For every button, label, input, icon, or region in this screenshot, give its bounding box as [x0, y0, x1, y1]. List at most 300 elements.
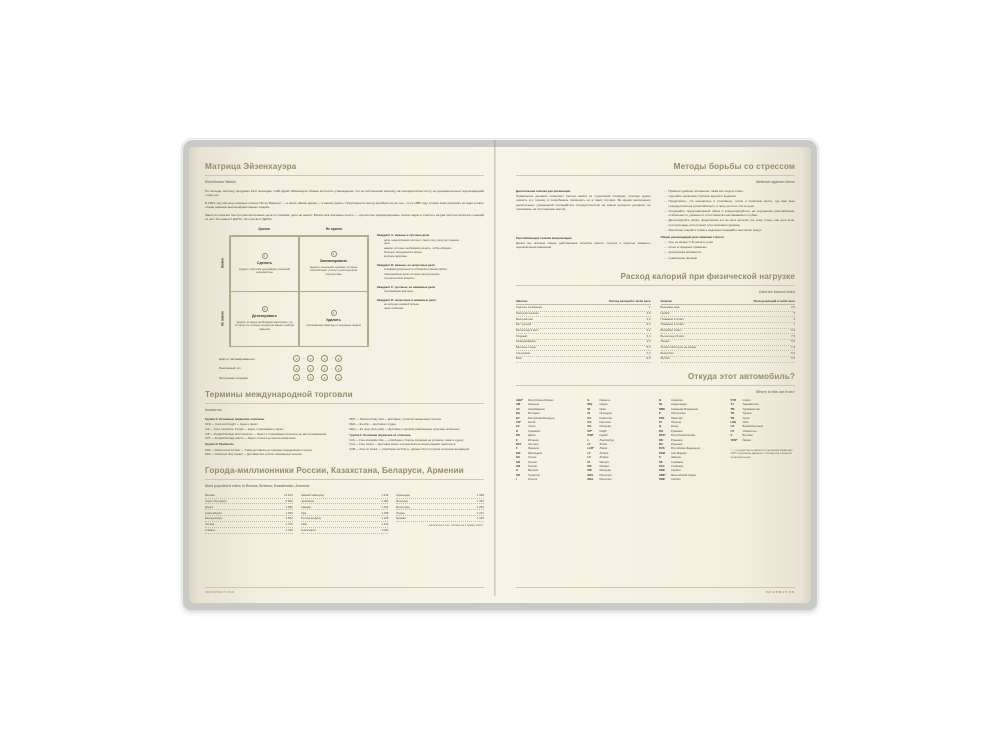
city-name: Красноярск [300, 528, 316, 533]
cell-number: 2 [331, 251, 337, 257]
list-item: — физическая активность [665, 250, 795, 254]
cell-caption: Удалить [326, 317, 341, 322]
country-name: Республика Абхазия [528, 398, 554, 402]
table-row [396, 516, 484, 522]
country-code: PL [659, 420, 663, 424]
quadrant-b-head: Квадрант B: важные, но несрочные дела [377, 263, 435, 268]
divider [516, 175, 795, 176]
plates-section [516, 371, 795, 483]
cell-number: 1 [262, 253, 268, 259]
table-row [588, 478, 653, 482]
table-row [516, 357, 651, 363]
plates-col-2 [588, 399, 653, 483]
term-line: CIP — Freight/Carriage and Insurance — Фрахт и страхование оплачены до места назначения [205, 431, 327, 436]
country-code: RO [659, 438, 664, 442]
country-code: MC [587, 464, 592, 468]
term-group-heading: Группа C. Основные перевозки оплачены [205, 417, 265, 422]
arrow-right-icon: → [315, 375, 320, 380]
activity-value: 5 [793, 311, 795, 315]
activity-name: Гребля [660, 311, 670, 315]
cycle-row [219, 365, 459, 372]
country-code: UZ [730, 429, 735, 433]
divider [205, 403, 484, 404]
country-name: Дания [528, 434, 536, 438]
quadrant-b [377, 263, 461, 281]
activity-name: Футбол [660, 357, 670, 361]
cycle-chip: 1 [293, 355, 300, 362]
activity-value: 6,2 [646, 323, 651, 327]
city-name: Москва [205, 493, 215, 498]
list-item: · аварии, которые необходимо решить, чтобы избежать больших затруднений в жизни [381, 247, 461, 255]
country-name: Пакистан [671, 416, 683, 420]
footer-divider [205, 587, 484, 588]
planner-spread [183, 140, 817, 610]
page-footer-left: INFORMATION [205, 589, 235, 594]
arrow-right-icon: → [301, 365, 306, 370]
list-item: · наши любимые [381, 307, 461, 311]
cycle-chip: 1 [293, 374, 300, 381]
activity-value: 3,9 [646, 317, 651, 321]
term-line: FOB — Free on board — «Свободно на борту», франко-борт (отгрузка оплачена продавцом) [349, 447, 470, 452]
term-line: DEQ — Ex quay (duty paid) — Доставка с причала (таможенные пошлины оплачены) [349, 426, 460, 431]
stress-col-right [661, 189, 796, 263]
matrix-cell-delegate [230, 291, 300, 347]
country-code: NL [659, 403, 663, 407]
city-name: Волгоград [396, 504, 410, 509]
country-code: TM [730, 407, 735, 411]
country-name: Португалия [671, 412, 686, 416]
country-code: YEM* [730, 438, 738, 442]
incoterms-title: Термины международной торговли [205, 390, 353, 400]
list-item: — Сохраняйте представляемый образ и концентрируйтесь на ощущениях расслабления, стабильности, уровень от и постоянство настаиваемого глубже. [665, 209, 795, 218]
country-name: Монако [599, 464, 609, 468]
table-row [731, 438, 796, 442]
cell-number: 4 [331, 310, 337, 316]
country-code: LV [587, 456, 591, 460]
cell-caption: Сделать [256, 260, 273, 265]
cycle-label: Реактивный тип [219, 366, 241, 371]
list-item: · основная деятельность и бизнеса и вашей работе [381, 268, 461, 272]
arrow-right-icon: → [301, 356, 306, 361]
list-item: · не несущие никакой пользы [381, 303, 461, 307]
country-name: Чехия [528, 425, 536, 429]
activity-value: 2,5 [791, 306, 795, 310]
country-name: Финляндия [528, 451, 543, 455]
activity-value: 1 [648, 306, 651, 310]
divider [205, 175, 484, 176]
city-population: 1 158 [381, 510, 389, 515]
activity-name: Верховая езда [660, 306, 680, 310]
matrix-cell-delete [299, 291, 369, 347]
country-code: EST [516, 442, 522, 446]
country-name: Румыния [671, 442, 683, 446]
country-code: RUS [659, 447, 665, 451]
country-name: Турция [742, 412, 752, 416]
cycle-chip: 4 [335, 355, 342, 362]
activity-name: Альпинизм [516, 351, 531, 355]
term-line: CPT — Freight/carriage paid to — Фрахт оплачен до места назначения [205, 436, 296, 441]
table-row [205, 528, 293, 534]
plates-col-3 [659, 399, 724, 483]
country-name: Узбекистан [742, 429, 757, 433]
city-population: 1 184 [381, 498, 389, 503]
incoterms-col-1 [205, 417, 340, 456]
activity-value: 6,4 [646, 334, 651, 338]
country-code: SYR [730, 398, 737, 402]
column-header-value: Расход калорий в час/кг веса [753, 298, 795, 303]
plates-title: Откуда этот автомобиль? [687, 371, 795, 381]
country-code: KZ [587, 416, 592, 420]
country-name: Испания [528, 438, 539, 442]
country-code: KP* [587, 429, 593, 433]
country-name: КНДР [599, 429, 607, 433]
country-code: BY [516, 416, 520, 420]
cell-number: 3 [262, 306, 268, 312]
city-population: 1 136 [381, 516, 389, 521]
country-code: UA [730, 425, 735, 429]
table-header-row [661, 299, 796, 305]
cell-caption: Запланировать [319, 258, 348, 263]
matrix-axis-top [229, 227, 369, 232]
country-name: Армения [528, 403, 540, 407]
left-page [189, 147, 500, 603]
country-code: PAK [659, 416, 665, 420]
column-header-value: Расход калорий в час/кг веса [609, 298, 651, 303]
stress-steps-list [661, 189, 796, 232]
country-code: TJ [730, 403, 734, 407]
country-code: L [587, 438, 590, 442]
stress-columns [516, 189, 795, 263]
eisenhower-paragraph-2: В 1954 году матрицу впервые описал Питер Баккерст — в книге «Ваше время — в ваших руках». Популярность метод приобрёл из-за того, что в 1989 году Стивен Кови расписал её идеи в книге «Семь навыков высокоэффективных людей». [205, 200, 484, 210]
activity-name: Бег трусцой [516, 323, 532, 327]
activity-name: Скоростной спуск на лыжах [660, 346, 696, 350]
visualization-paragraph: Далее мы опишем самые действенные способы снятия стресса и простые моменты переключения внимания. [516, 240, 651, 250]
country-name: Нидерланды [671, 403, 687, 407]
country-code: MD [587, 469, 592, 473]
cycle-label: Цикл от запланированного [219, 356, 255, 361]
quadrant-c-head: Квадрант C: срочные, но неважные дела [377, 284, 435, 289]
country-name: Китай [528, 420, 536, 424]
activity-value: 3,2 [646, 329, 651, 332]
divider [205, 479, 484, 480]
activity-value: 5,5 [791, 340, 795, 344]
table-row [661, 357, 796, 363]
country-code: RO [659, 429, 664, 433]
country-code: Q [659, 425, 662, 429]
cycle-chip: 3 [293, 365, 300, 372]
breathing-paragraph: Правильное дыхание позволяет быстро выйти из стрессовой ситуации, поэтому нужно освоить эту технику и попробовать применять её в таких случаях. Во время выполнения дыхательных упражнений постарайтесь сосредоточиться на самом процессе дыхания, не отвлекаясь на посторонние мысли. [516, 194, 651, 212]
activity-value: 3 [793, 317, 795, 321]
eisenhower-matrix [219, 225, 459, 349]
country-name: Эстония [528, 442, 539, 446]
cycle-chain [293, 374, 342, 381]
axis-important: Важно [220, 258, 225, 269]
activity-value: 4,5 [646, 340, 651, 344]
list-item: — правильное питание [665, 256, 795, 260]
country-code: E [516, 438, 518, 442]
list-item: — Примите удобное положение: лёжа или сидя в спине. [665, 189, 795, 193]
cycle-label: Экстренная ситуация [219, 375, 248, 380]
country-name: Туркменистан [742, 407, 760, 411]
activity-value: 7,0 [646, 351, 651, 355]
country-name: Великобритания [742, 425, 764, 429]
list-item: · отвлекающие факторы [381, 290, 461, 294]
incoterms-subtitle: Incoterms [205, 408, 222, 413]
city-name: Астана [205, 522, 215, 527]
axis-not-urgent: Не срочно [325, 227, 343, 232]
country-code: UAE [730, 420, 737, 424]
quadrant-a [377, 233, 461, 259]
activity-value: 2,8 [646, 311, 651, 315]
quadrant-d-list [377, 303, 461, 311]
list-item: — отказ от вредных привычек [665, 245, 795, 249]
country-code: TR [730, 412, 735, 416]
divider [516, 285, 795, 286]
country-code: AM [516, 403, 521, 407]
city-name: Омск [300, 522, 308, 527]
cycle-chip: 4 [321, 365, 328, 372]
visualization-heading: Расслабляющая техника визуализации [516, 235, 572, 240]
activity-name: Плавание 0,4 км/ч [660, 317, 684, 321]
country-code: F [516, 447, 518, 451]
activity-value: 5,5 [791, 329, 795, 332]
quadrant-a-list [377, 239, 461, 260]
activity-name: Быстрый шаг [516, 317, 533, 321]
city-population: 1 027 [477, 510, 485, 515]
country-code: KG [587, 420, 592, 424]
country-name: Израиль [599, 398, 611, 402]
country-name: Венгрия [528, 469, 539, 473]
activity-value: 7,5 [791, 334, 795, 338]
country-code: ABH* [516, 398, 523, 402]
quadrant-notes [377, 233, 461, 315]
table-row [659, 478, 724, 482]
divider [516, 385, 795, 386]
term-line: DDP — Delivered duty paid — Доставка с уплатой таможенных пошлин [349, 417, 442, 422]
city-population: 1 213 [381, 493, 389, 498]
cycle-chip: 2 [307, 355, 314, 362]
country-code: H [516, 469, 518, 473]
eisenhower-paragraph-1: По легенде, матрицу придумал 34-й президент США Дуайт Эйзенхауэр. Можно встретить утверждение, что он использовал матрицу на президентском посту, но документальных подтверждений этому нет. [205, 188, 484, 198]
term-group-heading: Группа F. Основная перевозка не оплачена [349, 432, 411, 437]
city-population: 1 316 [285, 528, 293, 533]
activity-name: Сидячее положение [516, 306, 542, 310]
eisenhower-subtitle: Eisenhower Matrix [205, 179, 236, 184]
country-name: Норвегия [671, 398, 683, 402]
table-row [301, 528, 389, 534]
plates-col-4 [731, 399, 796, 483]
city-name: Ростов-на-Дону [300, 516, 322, 521]
city-population: 1 376 [285, 522, 293, 527]
activity-name: Плавание 2,4 км/ч [660, 323, 684, 327]
term-line: DES — Ex-ship — Доставка с судна [349, 421, 396, 426]
city-population: 1 057 [477, 498, 485, 503]
arrow-right-icon: → [301, 375, 306, 380]
city-name: Екатеринбург [205, 516, 223, 521]
term-group-heading: Группа D. Прибытие [205, 442, 234, 447]
country-code: SLO [659, 464, 665, 468]
country-name: Ливия [599, 447, 608, 451]
calories-col-2 [661, 299, 796, 363]
country-code: TN [730, 416, 735, 420]
incoterms-section [205, 389, 484, 456]
country-code: CZ [516, 425, 520, 429]
calories-subtitle: Calories burned chart [758, 289, 795, 294]
list-item: — Сон не менее 7–8 часов в сутки [665, 240, 795, 244]
country-code: GE [516, 456, 520, 460]
arrow-right-icon: → [329, 375, 334, 380]
country-code: D [516, 429, 518, 433]
calories-section [516, 271, 795, 363]
country-name: Кувейт [599, 434, 609, 438]
table-row [516, 478, 581, 482]
city-name: Самара [300, 504, 311, 509]
country-name: Таджикистан [742, 403, 759, 407]
term-line: FCA — Free carrier — Доставка может осуществляться всеми видами транспорта [349, 442, 456, 447]
country-code: RKS* [659, 434, 666, 438]
country-name: Монголия [599, 473, 612, 477]
city-name: Минск [205, 504, 214, 509]
country-code: SRB [659, 478, 665, 482]
country-name: Индия [599, 403, 608, 407]
country-name: Греция [528, 464, 537, 468]
cell-description: задачи, которые необходимо выполнить, но которые не требуют конкретно вашего набора навыков [235, 320, 294, 332]
activity-value: 9,8 [646, 357, 651, 361]
quadrant-a-head: Квадрант A: важные и срочные дела [377, 233, 430, 238]
country-name: Мальта [599, 460, 609, 464]
country-code: LAR* [587, 447, 595, 451]
country-code: P [659, 412, 661, 416]
country-name: Казахстан [599, 416, 613, 420]
plates-footnote: * — государство не является участником Конвенции ООН о дорожном движении, поэтому код считается неофициальным. [730, 448, 793, 459]
activity-name: Волейбол 9 км/ч [660, 329, 682, 332]
country-name: Латвия [599, 456, 609, 460]
country-name: Йемен [742, 438, 751, 442]
country-name: Киргизия [599, 420, 611, 424]
country-name: Республика Беларусь [528, 416, 556, 420]
city-population: 13 104 [284, 493, 293, 498]
cycle-row [219, 355, 459, 362]
footer-divider [516, 587, 795, 588]
country-code: MGL [587, 473, 594, 477]
country-code: LT [587, 442, 591, 446]
city-population: 1 110 [381, 522, 389, 527]
activity-name: Бальные танцы [516, 346, 536, 350]
city-population: 1 025 [477, 516, 485, 521]
country-name: Тунис [742, 416, 750, 420]
matrix-grid [229, 235, 369, 347]
matrix-cell-plan [299, 236, 369, 292]
country-code: FIN [516, 451, 521, 455]
activity-name: Прогулки пешком [516, 311, 539, 315]
stress-col-left [516, 189, 651, 263]
country-name: ОАЭ [742, 420, 749, 424]
page-gutter [494, 140, 496, 596]
plates-subtitle: Where is this car from? [756, 389, 795, 394]
country-name: Словакия [671, 460, 684, 464]
activity-name: Велосипед 20 км/ч [660, 334, 685, 338]
cycle-chain [293, 365, 342, 372]
country-name: Швеция [671, 456, 681, 460]
list-item: — Сделайте несколько глубоких вдохов и выдохов. [665, 194, 795, 198]
country-name: Сербия [671, 469, 681, 473]
quadrant-b-list [377, 268, 461, 281]
city-population: 1 094 [477, 493, 485, 498]
country-name: Франция [528, 447, 540, 451]
country-name: Российская Федерация [671, 447, 701, 451]
cities-section [205, 465, 484, 534]
list-item: — Детализируйте образ, представляя его во всех деталях (по чему птицы, как урок воли, или прохлада, или оттенки тучи соснового дерева). [665, 218, 795, 227]
eisenhower-paragraph-3: Занести помогает быстро рассортировать дела по спискам, дело не значит. Всякое всё значимее просто — достаточно сформулировать список задач и ответить на два простых вопроса о каждой из них: Это важно? Да/Нет. Это срочно? Да/Нет. [205, 212, 484, 221]
cell-description: отвлекающие факторы и ненужные задачи [306, 324, 361, 328]
country-name: Латвия [599, 451, 609, 455]
activity-name: Теннис [660, 340, 670, 344]
country-name: Словения [671, 464, 684, 468]
country-code: IRQ [587, 403, 593, 407]
cell-description: задачи с жёстким дедлайном и высокой значимостью [238, 267, 291, 275]
list-item: — Мысленно откройте глаза и медленно передайте мысленно вокруг. [665, 228, 795, 232]
country-name: Молдова [599, 469, 611, 473]
country-code: I [516, 478, 517, 482]
general-recommendations-heading: Общие рекомендации для снижения стресса [660, 235, 724, 240]
country-code: CN* [516, 420, 521, 424]
term-line: CIF — Cost, Insurance, Freight — Цена, страхование и фрахт [205, 427, 284, 432]
term-line: DAF — Delivered at Frontier — Товар доставлен до границы определённого пункта [205, 447, 312, 452]
breathing-heading: Дыхательная техника для релаксации [516, 188, 571, 193]
country-name: Молдова [599, 425, 611, 429]
country-code: M [587, 460, 590, 464]
country-code: SRB [659, 469, 665, 473]
cities-col-1 [205, 493, 293, 534]
country-name: Республика Косово [671, 434, 696, 438]
country-code: HR [516, 473, 520, 477]
axis-not-important: Не важно [220, 312, 225, 327]
country-name: Литва [599, 442, 607, 446]
activity-value: 6,5 [791, 357, 795, 361]
country-name: Хорватия [528, 473, 540, 477]
country-code: LT [587, 451, 591, 455]
activity-name: Скандинавская [516, 340, 536, 344]
activity-name: Бокс [516, 357, 522, 361]
city-name: Воронеж [396, 498, 408, 503]
arrow-right-icon: → [315, 356, 320, 361]
country-name: Ватикан [742, 434, 753, 438]
city-name: Нижний Новгород [300, 493, 324, 498]
cycle-chip: 3 [307, 374, 314, 381]
city-name: Челябинск [300, 498, 315, 503]
list-item: · повседневные дела, которые нельзя решить [381, 273, 461, 277]
country-code: KWT [587, 434, 594, 438]
country-name: Исландия [599, 412, 612, 416]
city-population: 1 164 [381, 504, 389, 509]
country-name: Сан-Марино [671, 451, 687, 455]
country-code: IL [587, 398, 590, 402]
general-recommendations-list [661, 240, 796, 260]
cycle-chain [293, 355, 342, 362]
cycle-diagrams [219, 355, 459, 381]
country-code: RU [659, 442, 663, 446]
country-name: Иран [599, 407, 606, 411]
arrow-right-icon: → [329, 356, 334, 361]
country-name: Северная Македония [671, 407, 698, 411]
cities-note: Население в тыс. человек на 1 января 2023 г. [429, 523, 485, 527]
column-header-activity: Занятие [660, 298, 672, 303]
list-item: · стратегические вопросы [381, 277, 461, 281]
eisenhower-section [205, 161, 484, 381]
city-name: Санкт-Петербург [205, 498, 227, 503]
stress-section [516, 161, 795, 263]
column-header-activity: Занятие [516, 298, 528, 303]
